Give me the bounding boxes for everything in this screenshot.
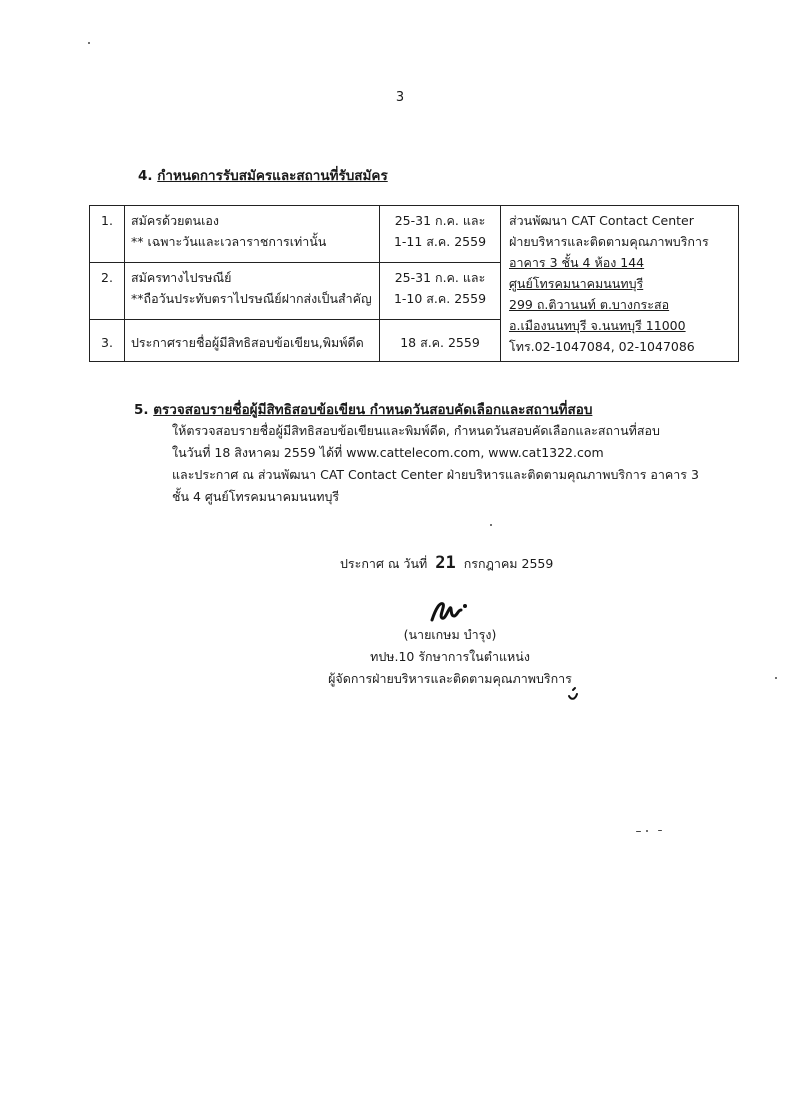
section-5-number: 5. bbox=[134, 402, 149, 418]
date-line: 25-31 ก.ค. และ bbox=[394, 269, 486, 285]
signer-position: ทปษ.10 รักษาการในตำแหน่ง bbox=[370, 649, 530, 664]
section-5-title: ตรวจสอบรายชื่อผู้มีสิทธิสอบข้อเขียน กำหนดวันสอบคัดเลือกและสถานที่สอบ bbox=[153, 402, 593, 418]
date-line: 25-31 ก.ค. และ bbox=[394, 213, 486, 228]
description-line: **ถือวันประทับตราไปรษณีย์ฝากส่งเป็นสำคัญ bbox=[131, 290, 372, 306]
scan-speck bbox=[646, 830, 648, 832]
body-line: ให้ตรวจสอบรายชื่อผู้มีสิทธิสอบข้อเขียนและพิมพ์ดีด, กำหนดวันสอบคัดเลือกและสถานที่สอบ bbox=[172, 423, 660, 438]
row-date bbox=[380, 262, 501, 319]
signer-title: ผู้จัดการฝ่ายบริหารและติดตามคุณภาพบริการ bbox=[328, 671, 572, 686]
row-description bbox=[125, 262, 380, 319]
scan-speck bbox=[490, 524, 492, 526]
section-5-body bbox=[172, 420, 699, 508]
row-number: 3. bbox=[90, 319, 125, 361]
location-line: ส่วนพัฒนา CAT Contact Center bbox=[509, 213, 694, 228]
scan-speck bbox=[88, 42, 90, 44]
scan-speck bbox=[636, 831, 641, 832]
application-schedule-table bbox=[89, 205, 739, 362]
table-row bbox=[90, 206, 739, 263]
body-line: ในวันที่ 18 สิงหาคม 2559 ได้ที่ www.cattelecom.com, www.cat1322.com bbox=[172, 445, 604, 460]
location-line: โทร.02-1047084, 02-1047086 bbox=[509, 339, 695, 354]
application-location bbox=[501, 206, 739, 362]
section-5-heading bbox=[134, 398, 592, 420]
description-line: สมัครทางไปรษณีย์ bbox=[131, 269, 232, 285]
description-line: ** เฉพาะวันและเวลาราชการเท่านั้น bbox=[131, 234, 327, 249]
row-date bbox=[380, 319, 501, 361]
announcement-date bbox=[340, 553, 553, 574]
signer-name: (นายเกษม บำรุง) bbox=[403, 627, 497, 642]
section-4-title: กำหนดการรับสมัครและสถานที่รับสมัคร bbox=[157, 168, 388, 184]
description-line: สมัครด้วยตนเอง bbox=[131, 213, 219, 228]
location-line: อาคาร 3 ชั้น 4 ห้อง 144 bbox=[509, 255, 645, 270]
section-4-heading bbox=[138, 164, 388, 186]
announcement-day: 21 bbox=[435, 553, 456, 573]
row-date bbox=[380, 206, 501, 263]
page-number: 3 bbox=[395, 90, 405, 105]
date-line: 18 ส.ค. 2559 bbox=[400, 334, 480, 350]
announcement-month-year: กรกฎาคม 2559 bbox=[463, 556, 554, 571]
scan-speck bbox=[658, 830, 662, 831]
announcement-prefix: ประกาศ ณ วันที่ bbox=[340, 556, 428, 571]
signature-mark bbox=[430, 598, 470, 624]
body-line: และประกาศ ณ ส่วนพัฒนา CAT Contact Center ฝ่ายบริหารและติดตามคุณภาพบริการ อาคาร 3 bbox=[172, 467, 699, 482]
row-number: 1. bbox=[90, 206, 125, 263]
body-line: ชั้น 4 ศูนย์โทรคมนาคมนนทบุรี bbox=[172, 489, 340, 504]
date-line: 1-10 ส.ค. 2559 bbox=[393, 290, 487, 306]
location-line: ฝ่ายบริหารและติดตามคุณภาพบริการ bbox=[509, 234, 709, 249]
row-description bbox=[125, 319, 380, 361]
location-line: อ.เมืองนนทบุรี จ.นนทบุรี 11000 bbox=[509, 318, 686, 333]
scan-speck bbox=[775, 677, 777, 679]
signature-block bbox=[250, 624, 650, 690]
date-line: 1-11 ส.ค. 2559 bbox=[393, 234, 487, 249]
location-line: ศูนย์โทรคมนาคมนนทบุรี bbox=[509, 276, 644, 291]
initial-mark bbox=[567, 686, 581, 702]
description-line: ประกาศรายชื่อผู้มีสิทธิสอบข้อเขียน,พิมพ์ดีด bbox=[131, 334, 364, 350]
location-line: 299 ถ.ติวานนท์ ต.บางกระสอ bbox=[509, 297, 670, 312]
row-number: 2. bbox=[90, 262, 125, 319]
row-description bbox=[125, 206, 380, 263]
section-4-number: 4. bbox=[138, 168, 153, 184]
